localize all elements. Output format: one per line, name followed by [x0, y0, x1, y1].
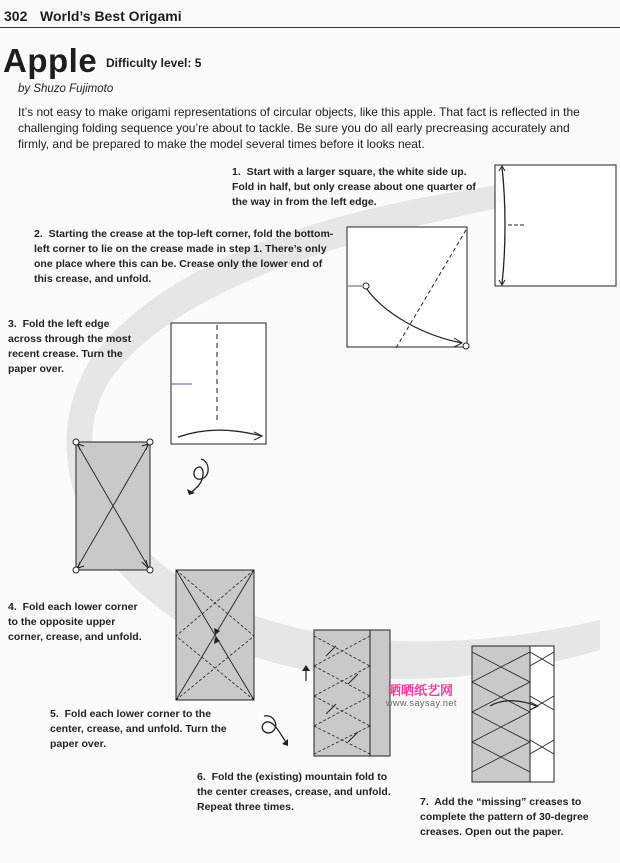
header-rule [0, 27, 620, 28]
watermark-text: 晒晒纸艺网 [388, 683, 454, 698]
step-5-text: 5. Fold each lower corner to the center, crease, and unfold. Turn the paper over. [50, 708, 227, 750]
intro-paragraph: It’s not easy to make origami representations of circular objects, like this apple. That fact is reflected in the challenging folding sequence you’re about to tackle. Be sure you do all early precreasing accurately and firmly, and be prepared to make the model several times before it looks neat. [18, 105, 580, 151]
up-arrow-icon [301, 664, 311, 682]
step-3-result-diagram [70, 436, 156, 576]
model-title: Apple [3, 42, 98, 79]
step-4-text: 4. Fold each lower corner to the opposite upper corner, crease, and unfold. [8, 601, 142, 643]
book-title: World’s Best Origami [40, 8, 182, 24]
step-3-text: 3. Fold the left edge across through the most recent crease. Turn the paper over. [8, 318, 132, 375]
step-2-text: 2. Starting the crease at the top-left corner, fold the bottom-left corner to lie on the crease made in step 1. There’s only one place where this can be. Crease only the lower end of this crease, and unfold. [34, 228, 334, 285]
step-1-diagram [494, 163, 618, 289]
step-7-diagram [470, 644, 558, 786]
step-1-text: 1. Start with a larger square, the white side up. Fold in half, but only crease about one quarter of the way in from the left edge. [232, 166, 476, 208]
step-6-diagram [312, 626, 394, 760]
author-byline: by Shuzo Fujimoto [18, 83, 114, 95]
turn-over-icon [183, 455, 215, 497]
watermark-url: www.saysay.net [386, 698, 457, 708]
difficulty-level: Difficulty level: 5 [106, 56, 202, 70]
turn-over-icon-2 [252, 712, 292, 750]
step-2-diagram [346, 226, 472, 352]
step-7-text: 7. Add the “missing” creases to complete the pattern of 30-degree creases. Open out the paper. [420, 796, 589, 838]
page-header [0, 0, 620, 28]
step-6-text: 6. Fold the (existing) mountain fold to the center creases, crease, and unfold. Repeat three times. [197, 771, 391, 813]
step-3-diagram [170, 322, 270, 448]
step-4-diagram [174, 568, 258, 704]
page-number: 302 [4, 8, 28, 24]
